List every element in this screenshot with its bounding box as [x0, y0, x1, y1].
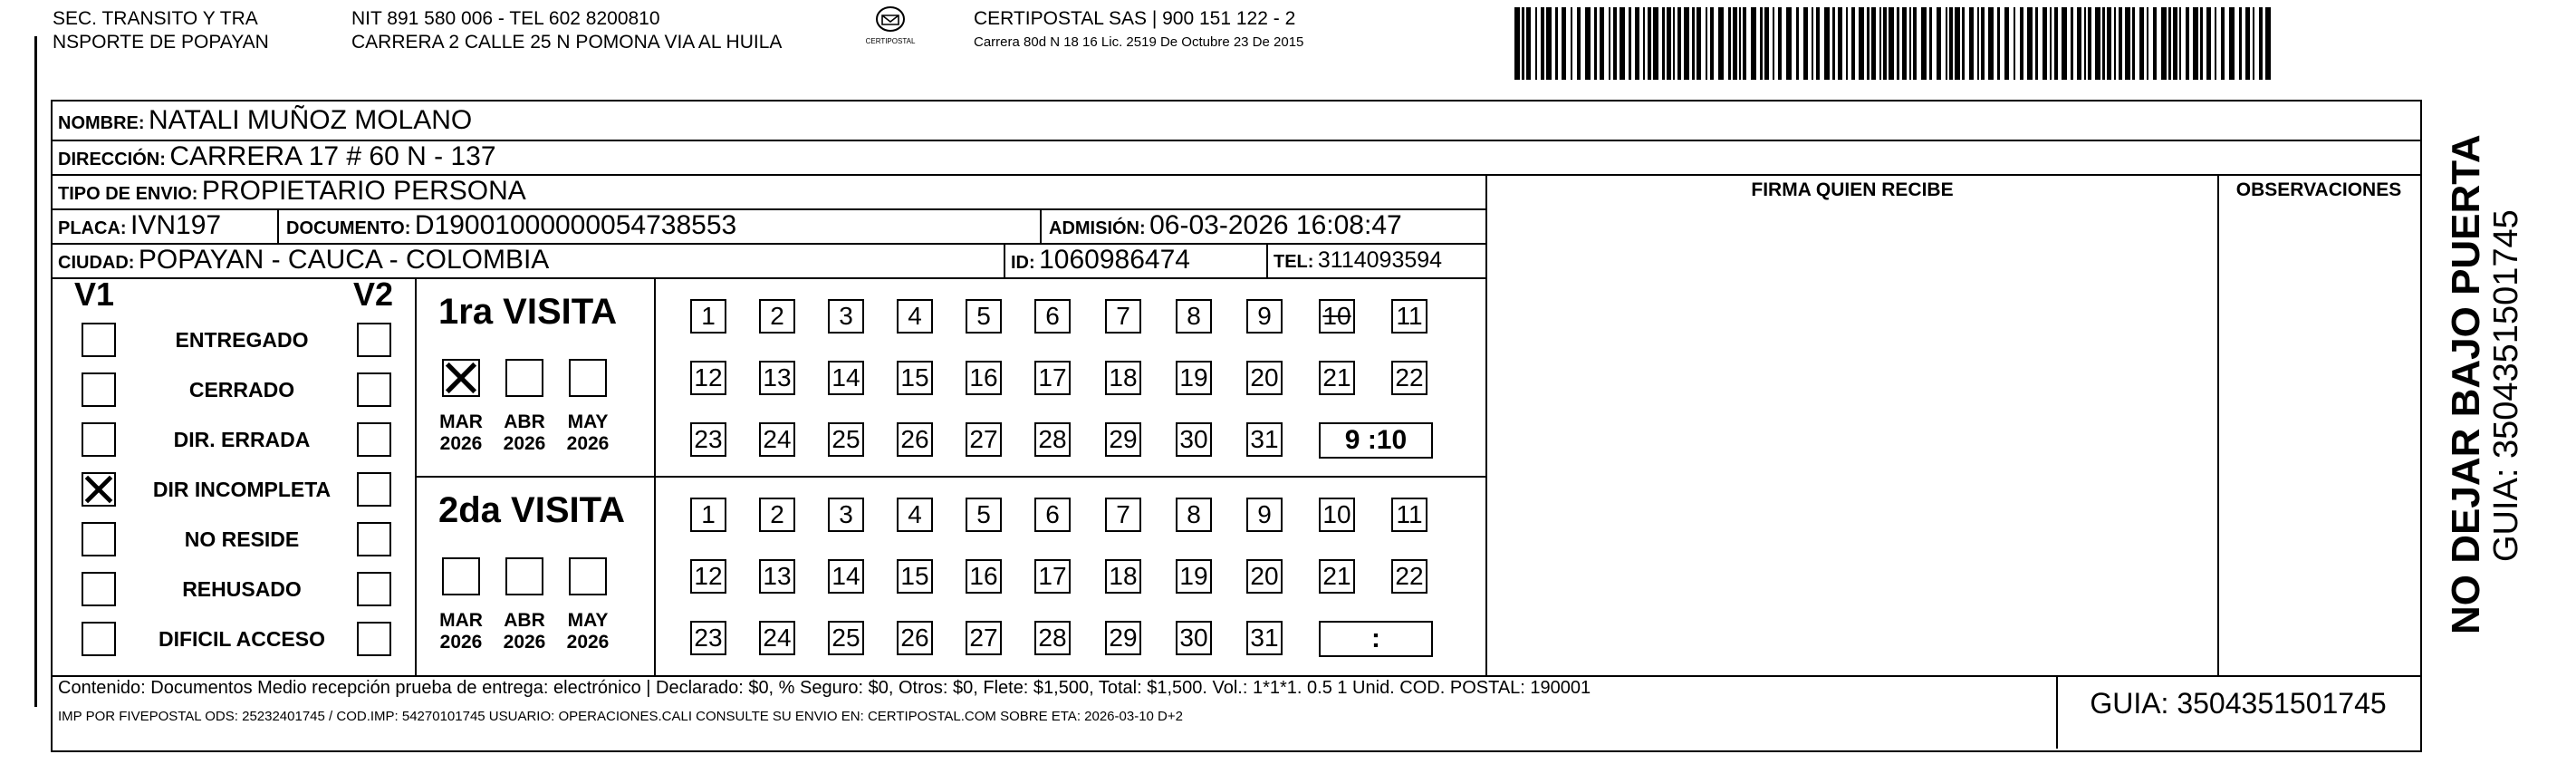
barcode-bar [1997, 7, 2000, 80]
day-box[interactable]: 26 [897, 422, 933, 457]
v2-label: V2 [353, 276, 394, 313]
divider [1004, 243, 1005, 277]
barcode-bar [1710, 7, 1714, 80]
barcode-bar [1546, 7, 1552, 80]
barcode-bar [2215, 7, 2216, 80]
barcode-bar [1909, 7, 1911, 80]
ciudad-field [58, 245, 549, 280]
month-name: MAY [567, 610, 609, 631]
side-guia: GUIA: 3504351501745 [2487, 209, 2525, 562]
tel-field [1274, 245, 1442, 279]
day-box[interactable]: 9 [1246, 498, 1283, 532]
status-v1-checkbox[interactable] [82, 622, 116, 656]
day-box[interactable]: 13 [759, 361, 795, 395]
day-box[interactable]: 5 [966, 498, 1002, 532]
day-box[interactable]: 31 [1246, 422, 1283, 457]
barcode-bar [1677, 7, 1681, 80]
barcode-bar [1803, 7, 1808, 80]
month-year: 2026 [503, 632, 546, 653]
direccion-value: CARRERA 17 # 60 N - 137 [169, 141, 496, 171]
nit-line2: CARRERA 2 CALLE 25 N POMONA VIA AL HUILA [351, 32, 783, 53]
barcode-bar [1786, 7, 1792, 80]
barcode-bar [1613, 7, 1617, 80]
barcode-bar [2043, 7, 2047, 80]
tel-label: TEL: [1274, 252, 1314, 272]
day-box[interactable]: 28 [1034, 621, 1071, 655]
barcode-bar [2265, 7, 2271, 80]
side-warning: NO DEJAR BAJO PUERTA [2444, 134, 2488, 634]
month-label [429, 610, 493, 653]
barcode-bar [2071, 7, 2073, 80]
footer-contenido: Contenido: Documentos Medio recepción prueba de entrega: electrónico | Declarado: $0, % Seguro: $0, Otros: $0, Flete: $1,500, Total: $1,500. Vol.: 1*1*1. 0.5 1 Unid. COD. POSTAL: 190001 [58, 678, 1591, 698]
status-v2-checkbox[interactable] [357, 472, 391, 507]
month-year: 2026 [566, 433, 610, 454]
day-box[interactable]: 26 [897, 621, 933, 655]
barcode-bar [1751, 7, 1756, 80]
day-box[interactable]: 23 [690, 621, 726, 655]
barcode-bar [1796, 7, 1799, 80]
tipo-field [58, 176, 526, 211]
barcode-bar [1562, 7, 1566, 80]
barcode-bar [2206, 7, 2211, 80]
barcode-bar [1929, 7, 1932, 80]
barcode-bar [2095, 7, 2100, 80]
day-box[interactable]: 10 [1319, 498, 1355, 532]
status-v2-checkbox[interactable] [357, 372, 391, 407]
barcode-bar [1609, 7, 1610, 80]
barcode-bar [2259, 7, 2263, 80]
divider [277, 208, 279, 243]
barcode-bar [1832, 7, 1835, 80]
day-box[interactable]: 24 [759, 422, 795, 457]
barcode-bar [2062, 7, 2067, 80]
barcode-bar [1673, 7, 1675, 80]
barcode-bar [1867, 7, 1870, 80]
barcode-bar [1662, 7, 1665, 80]
day-box[interactable]: 24 [759, 621, 795, 655]
barcode-bar [1535, 7, 1537, 80]
status-v2-checkbox[interactable] [357, 622, 391, 656]
barcode-bar [1846, 7, 1848, 80]
day-box[interactable]: 30 [1176, 621, 1212, 655]
nit-line1: NIT 891 580 006 - TEL 602 8200810 [351, 8, 660, 29]
status-v1-checkbox[interactable] [82, 422, 116, 457]
barcode-bar [1577, 7, 1581, 80]
status-label: NO RESIDE [184, 527, 300, 551]
day-box[interactable]: 1 [690, 299, 726, 334]
barcode-bar [1635, 7, 1639, 80]
barcode-bar [1902, 7, 1907, 80]
day-box[interactable]: 11 [1391, 299, 1427, 334]
divider [2217, 174, 2219, 675]
status-label: REHUSADO [182, 577, 302, 601]
month-year: 2026 [503, 433, 546, 454]
month-name: ABR [504, 411, 545, 432]
envelope-logo-icon [875, 5, 906, 33]
barcode-bar [1620, 7, 1625, 80]
admision-label: ADMISIÓN: [1049, 218, 1146, 238]
row-line [415, 476, 1487, 478]
day-box[interactable]: 15 [897, 559, 933, 594]
status-v1-checkbox[interactable] [82, 472, 116, 507]
barcode-bar [1643, 7, 1645, 80]
sender-block [53, 7, 269, 54]
day-box[interactable]: 25 [828, 422, 864, 457]
day-box[interactable]: 18 [1105, 361, 1141, 395]
month-checkbox[interactable] [442, 359, 480, 397]
day-box[interactable]: 16 [966, 559, 1002, 594]
row-line [51, 675, 2420, 677]
day-box[interactable]: 15 [897, 361, 933, 395]
barcode-bar [2119, 7, 2122, 80]
barcode-bar [2102, 7, 2105, 80]
barcode-bar [1594, 7, 1597, 80]
barcode-bar [2200, 7, 2203, 80]
ciudad-label: CIUDAD: [58, 253, 135, 273]
barcode-bar [1733, 7, 1737, 80]
barcode-bar [1871, 7, 1876, 80]
barcode-bar [1778, 7, 1782, 80]
barcode-bar [2245, 7, 2250, 80]
nombre-value: NATALI MUÑOZ MOLANO [149, 105, 473, 135]
month-name: MAR [439, 610, 483, 631]
day-box[interactable]: 13 [759, 559, 795, 594]
day-box[interactable]: 6 [1034, 498, 1071, 532]
barcode-bar [1937, 7, 1941, 80]
day-box[interactable]: 21 [1319, 559, 1355, 594]
barcode-bar [1883, 7, 1887, 80]
day-box[interactable]: 17 [1034, 559, 1071, 594]
tipo-label: TIPO DE ENVIO: [58, 184, 198, 204]
day-box[interactable]: 4 [897, 299, 933, 334]
day-box[interactable]: 7 [1105, 299, 1141, 334]
barcode-bar [2147, 7, 2148, 80]
day-box[interactable]: 6 [1034, 299, 1071, 334]
status-v1-checkbox[interactable] [82, 572, 116, 606]
month-checkbox[interactable] [505, 557, 543, 595]
barcode-bar [1648, 7, 1651, 80]
status-label: DIR INCOMPLETA [152, 478, 332, 501]
footer-guia: GUIA: 3504351501745 [2090, 687, 2387, 720]
barcode [1514, 7, 2273, 80]
barcode-bar [2153, 7, 2157, 80]
barcode-bar [2114, 7, 2116, 80]
barcode-bar [1962, 7, 1965, 80]
month-label [429, 411, 493, 455]
day-box[interactable]: 1 [690, 498, 726, 532]
barcode-bar [1969, 7, 1974, 80]
barcode-bar [1824, 7, 1830, 80]
nit-block [351, 7, 782, 54]
barcode-bar [2229, 7, 2235, 80]
status-v2-checkbox[interactable] [357, 522, 391, 556]
day-box[interactable]: 21 [1319, 361, 1355, 395]
barcode-bar [1851, 7, 1855, 80]
day-box[interactable]: 30 [1176, 422, 1212, 457]
nombre-label: NOMBRE: [58, 113, 145, 133]
barcode-bar [1667, 7, 1671, 80]
month-year: 2026 [566, 632, 610, 653]
day-box[interactable]: 12 [690, 559, 726, 594]
divider [1485, 174, 1487, 675]
barcode-bar [1859, 7, 1864, 80]
status-label: DIFICIL ACCESO [158, 627, 325, 651]
day-box[interactable]: 28 [1034, 422, 1071, 457]
month-checkbox[interactable] [442, 557, 480, 595]
status-v2-checkbox[interactable] [357, 323, 391, 357]
barcode-bar [2035, 7, 2038, 80]
day-box[interactable]: 29 [1105, 422, 1141, 457]
day-box[interactable]: 20 [1246, 559, 1283, 594]
day-box[interactable]: 17 [1034, 361, 1071, 395]
status-v2-checkbox[interactable] [357, 422, 391, 457]
barcode-bar [2179, 7, 2181, 80]
month-name: MAY [567, 411, 609, 432]
barcode-bar [2132, 7, 2135, 80]
barcode-bar [1684, 7, 1689, 80]
status-label: DIR. ERRADA [173, 428, 311, 451]
time-box[interactable]: : [1319, 621, 1433, 657]
barcode-bar [2173, 7, 2177, 80]
divider [1266, 243, 1268, 277]
status-v1-checkbox[interactable] [82, 372, 116, 407]
day-box[interactable]: 27 [966, 422, 1002, 457]
day-box[interactable]: 19 [1176, 559, 1212, 594]
barcode-bar [1889, 7, 1894, 80]
visit-title: 1ra VISITA [438, 292, 618, 332]
barcode-bar [1897, 7, 1899, 80]
id-value: 1060986474 [1039, 245, 1190, 275]
day-box[interactable]: 3 [828, 498, 864, 532]
day-box[interactable]: 12 [690, 361, 726, 395]
day-box[interactable]: 19 [1176, 361, 1212, 395]
barcode-bar [2221, 7, 2225, 80]
barcode-bar [2084, 7, 2086, 80]
divider [1040, 208, 1042, 243]
month-label [556, 411, 620, 455]
barcode-bar [1743, 7, 1746, 80]
barcode-bar [2107, 7, 2111, 80]
status-label: CERRADO [188, 378, 295, 401]
month-checkbox[interactable] [569, 557, 607, 595]
barcode-bar [2168, 7, 2171, 80]
month-checkbox[interactable] [505, 359, 543, 397]
direccion-label: DIRECCIÓN: [58, 150, 166, 169]
month-checkbox[interactable] [569, 359, 607, 397]
day-box[interactable]: 8 [1176, 299, 1212, 334]
day-box[interactable]: 14 [828, 361, 864, 395]
carrier-line2: Carrera 80d N 18 16 Lic. 2519 De Octubre 23 De 2015 [974, 34, 1304, 50]
documento-field [286, 210, 736, 246]
barcode-bar [1585, 7, 1591, 80]
barcode-bar [1697, 7, 1701, 80]
barcode-bar [1653, 7, 1658, 80]
month-year: 2026 [439, 433, 483, 454]
barcode-bar [1760, 7, 1763, 80]
day-box[interactable]: 5 [966, 299, 1002, 334]
barcode-bar [1977, 7, 1979, 80]
barcode-bar [1812, 7, 1813, 80]
day-box[interactable]: 9 [1246, 299, 1283, 334]
day-box[interactable]: 4 [897, 498, 933, 532]
day-box[interactable]: 8 [1176, 498, 1212, 532]
day-box[interactable]: 25 [828, 621, 864, 655]
barcode-bar [2050, 7, 2052, 80]
placa-value: IVN197 [130, 210, 222, 240]
barcode-bar [1981, 7, 1985, 80]
month-year: 2026 [439, 632, 483, 653]
barcode-bar [1629, 7, 1631, 80]
barcode-bar [1739, 7, 1741, 80]
barcode-bar [1514, 7, 1520, 80]
day-box[interactable]: 7 [1105, 498, 1141, 532]
certipostal-logo [860, 5, 920, 45]
barcode-bar [1718, 7, 1724, 80]
barcode-bar [1879, 7, 1881, 80]
barcode-bar [1988, 7, 1994, 80]
documento-value: D19001000000054738553 [414, 210, 737, 240]
barcode-bar [1838, 7, 1842, 80]
barcode-bar [1541, 7, 1544, 80]
barcode-bar [2014, 7, 2015, 80]
ciudad-value: POPAYAN - CAUCA - COLOMBIA [138, 245, 550, 275]
barcode-bar [1706, 7, 1707, 80]
day-box[interactable]: 11 [1391, 498, 1427, 532]
barcode-bar [1526, 7, 1531, 80]
barcode-bar [1764, 7, 1769, 80]
day-box[interactable]: 23 [690, 422, 726, 457]
status-v2-checkbox[interactable] [357, 572, 391, 606]
barcode-bar [2161, 7, 2167, 80]
barcode-bar [1522, 7, 1524, 80]
barcode-bar [1946, 7, 1947, 80]
sender-line1: SEC. TRANSITO Y TRA [53, 8, 258, 29]
carrier-block [974, 7, 1303, 54]
month-name: ABR [504, 610, 545, 631]
day-box[interactable]: 14 [828, 559, 864, 594]
barcode-bar [1816, 7, 1820, 80]
day-box[interactable]: 10 [1319, 299, 1355, 334]
barcode-bar [2027, 7, 2033, 80]
month-label [493, 411, 556, 455]
sender-line2: NSPORTE DE POPAYAN [53, 32, 269, 53]
direccion-field [58, 141, 496, 177]
month-label [556, 610, 620, 653]
status-label: ENTREGADO [175, 328, 309, 352]
day-box[interactable]: 22 [1391, 559, 1427, 594]
barcode-bar [2020, 7, 2023, 80]
barcode-bar [1728, 7, 1731, 80]
barcode-bar [1949, 7, 1953, 80]
placa-field [58, 210, 221, 246]
admision-field [1049, 210, 1402, 246]
day-box[interactable]: 2 [759, 498, 795, 532]
day-box[interactable]: 3 [828, 299, 864, 334]
observaciones-header: OBSERVACIONES [2235, 179, 2402, 200]
barcode-bar [1555, 7, 1558, 80]
nombre-field [58, 105, 472, 140]
placa-label: PLACA: [58, 218, 127, 238]
barcode-bar [2077, 7, 2081, 80]
barcode-bar [1955, 7, 1960, 80]
visit-title: 2da VISITA [438, 490, 625, 530]
day-box[interactable]: 20 [1246, 361, 1283, 395]
barcode-bar [1913, 7, 1917, 80]
day-box[interactable]: 31 [1246, 621, 1283, 655]
day-box[interactable]: 22 [1391, 361, 1427, 395]
admision-value: 06-03-2026 16:08:47 [1149, 210, 1402, 240]
barcode-bar [2186, 7, 2189, 80]
barcode-bar [2239, 7, 2242, 80]
tel-value: 3114093594 [1317, 247, 1443, 273]
documento-label: DOCUMENTO: [286, 218, 411, 238]
carrier-line1: CERTIPOSTAL SAS | 900 151 122 - 2 [974, 8, 1296, 29]
barcode-bar [1600, 7, 1604, 80]
status-v1-checkbox[interactable] [82, 323, 116, 357]
barcode-bar [2004, 7, 2009, 80]
barcode-bar [2088, 7, 2091, 80]
day-box[interactable]: 2 [759, 299, 795, 334]
barcode-bar [1921, 7, 1927, 80]
left-edge-line [34, 36, 37, 707]
status-v1-checkbox[interactable] [82, 522, 116, 556]
barcode-bar [2139, 7, 2144, 80]
v1-label: V1 [74, 276, 115, 313]
day-box[interactable]: 16 [966, 361, 1002, 395]
barcode-bar [1571, 7, 1572, 80]
id-label: ID: [1011, 253, 1035, 273]
barcode-bar [2253, 7, 2254, 80]
barcode-bar [2193, 7, 2198, 80]
tipo-value: PROPIETARIO PERSONA [201, 176, 526, 206]
logo-text: CERTIPOSTAL [865, 37, 916, 45]
barcode-bar [2125, 7, 2130, 80]
day-box[interactable]: 27 [966, 621, 1002, 655]
footer-imp: IMP POR FIVEPOSTAL ODS: 25232401745 / COD.IMP: 54270101745 USUARIO: OPERACIONES.CALI CONSULTE SU ENVIO EN: CERTIPOSTAL.COM SOBRE ETA: 2026-03-10 D+2 [58, 709, 1183, 724]
month-name: MAR [439, 411, 483, 432]
barcode-bar [1692, 7, 1695, 80]
firma-header: FIRMA QUIEN RECIBE [1751, 179, 1954, 200]
id-field [1011, 245, 1190, 280]
day-box[interactable]: 29 [1105, 621, 1141, 655]
day-box[interactable]: 18 [1105, 559, 1141, 594]
month-label [493, 610, 556, 653]
time-box[interactable]: 9 :10 [1319, 422, 1433, 459]
barcode-bar [1773, 7, 1774, 80]
barcode-bar [2054, 7, 2058, 80]
